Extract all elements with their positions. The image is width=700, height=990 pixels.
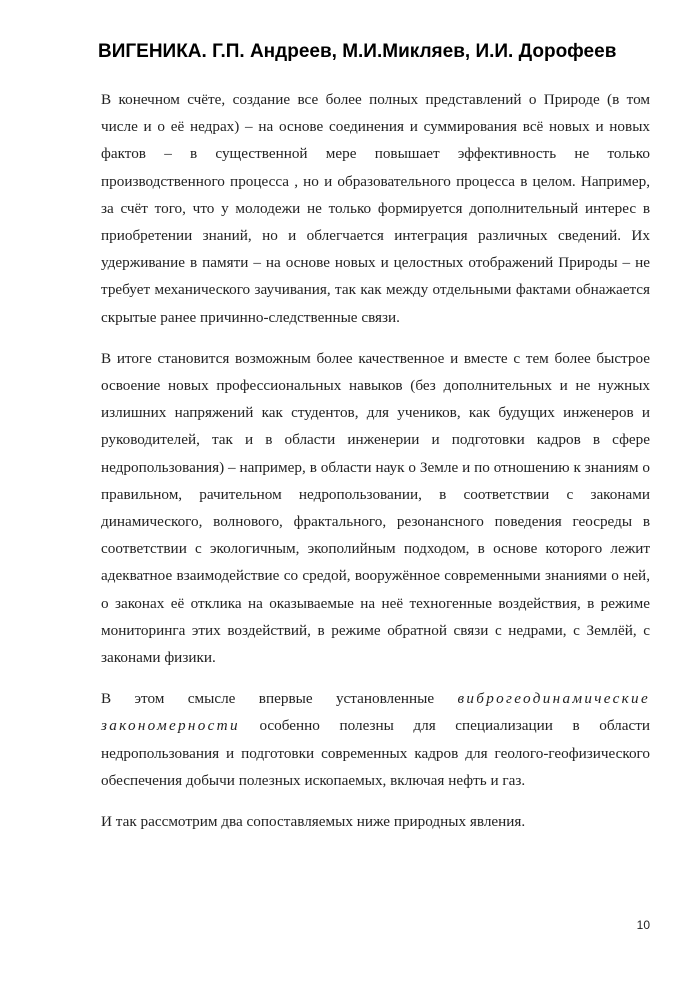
paragraph-3-emphasis: виброгеодинамические закономерности — [101, 690, 650, 735]
page-number: 10 — [636, 918, 650, 932]
document-body — [101, 86, 650, 849]
paragraph-3-end: особенно полезны для специализации в области недропользования и подготовки современных кадров для геолого-геофизического обеспечения добычи полезных ископаемых, включая нефть и газ. — [101, 717, 650, 789]
paragraph-3 — [101, 685, 650, 794]
paragraph-4: И так рассмотрим два сопоставляемых ниже природных явления. — [101, 813, 526, 831]
page-header-title: ВИГЕНИКА. Г.П. Андреев, М.И.Микляев, И.И. Дорофеев — [98, 41, 617, 62]
paragraph-2: В итоге становится возможным более качественное и вместе с тем более быстрое освоение новых профессиональных навыков (без дополнительных и не нужных излишних напряжений как студентов, для учеников, как будущих инженеров и руководителей, так и в области инженерии и подготовки кадров в сфере недропользования) – например, в области наук о Земле и по отношению к знаниям о правильном, рачительном недропользовании, в соответствии с законами динамического, волнового, фрактального, резонансного поведения геосреды в соответствии с экологичным, экополийным подходом, в основе которого лежит адекватное взаимодействие со средой, вооружённое современными знаниями о ней, о законах её отклика на оказываемые на неё техногенные воздействия, в режиме мониторинга этих воздействий, в режиме обратной связи с недрами, с Землёй, с законами физики. — [101, 349, 650, 667]
paragraph-3-start: В этом смысле впервые установленные — [101, 690, 458, 708]
paragraph-1: В конечном счёте, создание все более полных представлений о Природе (в том числе и о её недрах) – на основе соединения и суммирования всё новых и новых фактов – в существенной мере повышает эффективность не только производственного процесса , но и образовательного процесса в целом. Например, за счёт того, что у молодежи не только формируется дополнительный интерес в приобретении знаний, но и облегчается интеграция различных сведений. Их удерживание в памяти – на основе новых и целостных отображений Природы – не требует механического заучивания, так как между отдельными фактами обнажается скрытые ранее причинно-следственные связи. — [101, 91, 650, 326]
